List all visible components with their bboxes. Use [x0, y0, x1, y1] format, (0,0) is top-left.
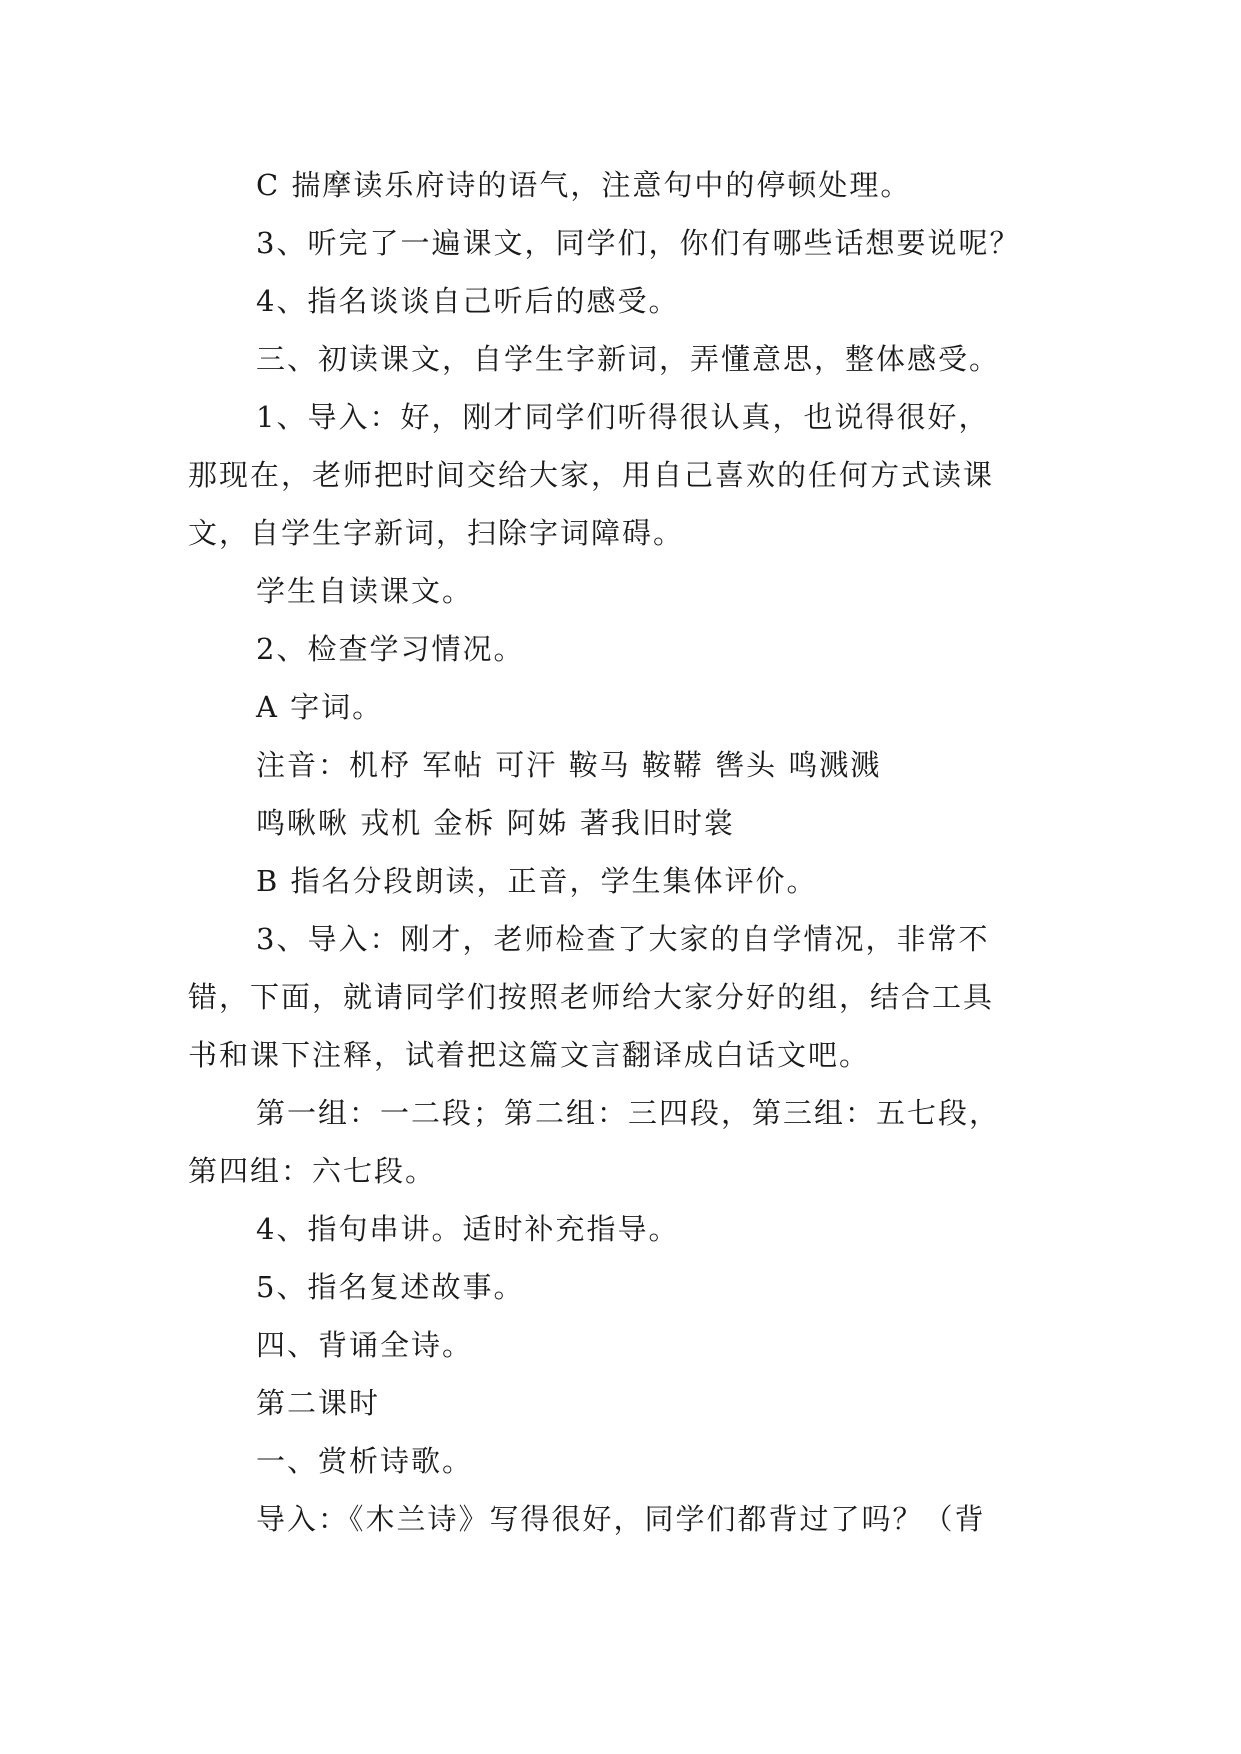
vocab-line: 注音：机杼 军帖 可汗 鞍马 鞍鞯 辔头 鸣溅溅	[256, 748, 882, 782]
text-line: 3、听完了一遍课文，同学们，你们有哪些话想要说呢？	[256, 226, 1021, 260]
text-line: 文，自学生字新词，扫除字词障碍。	[188, 516, 685, 550]
text-line: 错，下面，就请同学们按照老师给大家分好的组，结合工具	[188, 980, 995, 1014]
text-line: 2、检查学习情况。	[256, 632, 525, 666]
text-line: 学生自读课文。	[256, 574, 474, 608]
text-line: 4、指名谈谈自己听后的感受。	[256, 284, 680, 318]
lesson-heading: 第二课时	[256, 1386, 381, 1420]
text-line: 3、导入：刚才，老师检查了大家的自学情况，非常不	[256, 922, 990, 956]
text-line: B 指名分段朗读，正音，学生集体评价。	[256, 864, 818, 898]
text-line: 书和课下注释，试着把这篇文言翻译成白话文吧。	[188, 1038, 871, 1072]
text-line: 第四组：六七段。	[188, 1154, 437, 1188]
text-line: 5、指名复述故事。	[256, 1270, 525, 1304]
vocab-line: 鸣啾啾 戎机 金柝 阿姊 著我旧时裳	[256, 806, 735, 840]
text-line: 1、导入：好，刚才同学们听得很认真，也说得很好，	[256, 400, 990, 434]
text-line: 导入：《木兰诗》写得很好，同学们都背过了吗？（背	[256, 1502, 986, 1536]
section-heading: 四、背诵全诗。	[256, 1328, 474, 1362]
text-line: C 揣摩读乐府诗的语气，注意句中的停顿处理。	[256, 168, 912, 202]
section-heading: 一、赏析诗歌。	[256, 1444, 474, 1478]
text-line: 第一组：一二段；第二组：三四段，第三组：五七段，	[256, 1096, 1001, 1130]
section-heading: 三、初读课文，自学生字新词，弄懂意思，整体感受。	[256, 342, 1001, 376]
text-line: A 字词。	[256, 690, 384, 724]
text-line: 那现在，老师把时间交给大家，用自己喜欢的任何方式读课	[188, 458, 995, 492]
text-line: 4、指句串讲。适时补充指导。	[256, 1212, 680, 1246]
